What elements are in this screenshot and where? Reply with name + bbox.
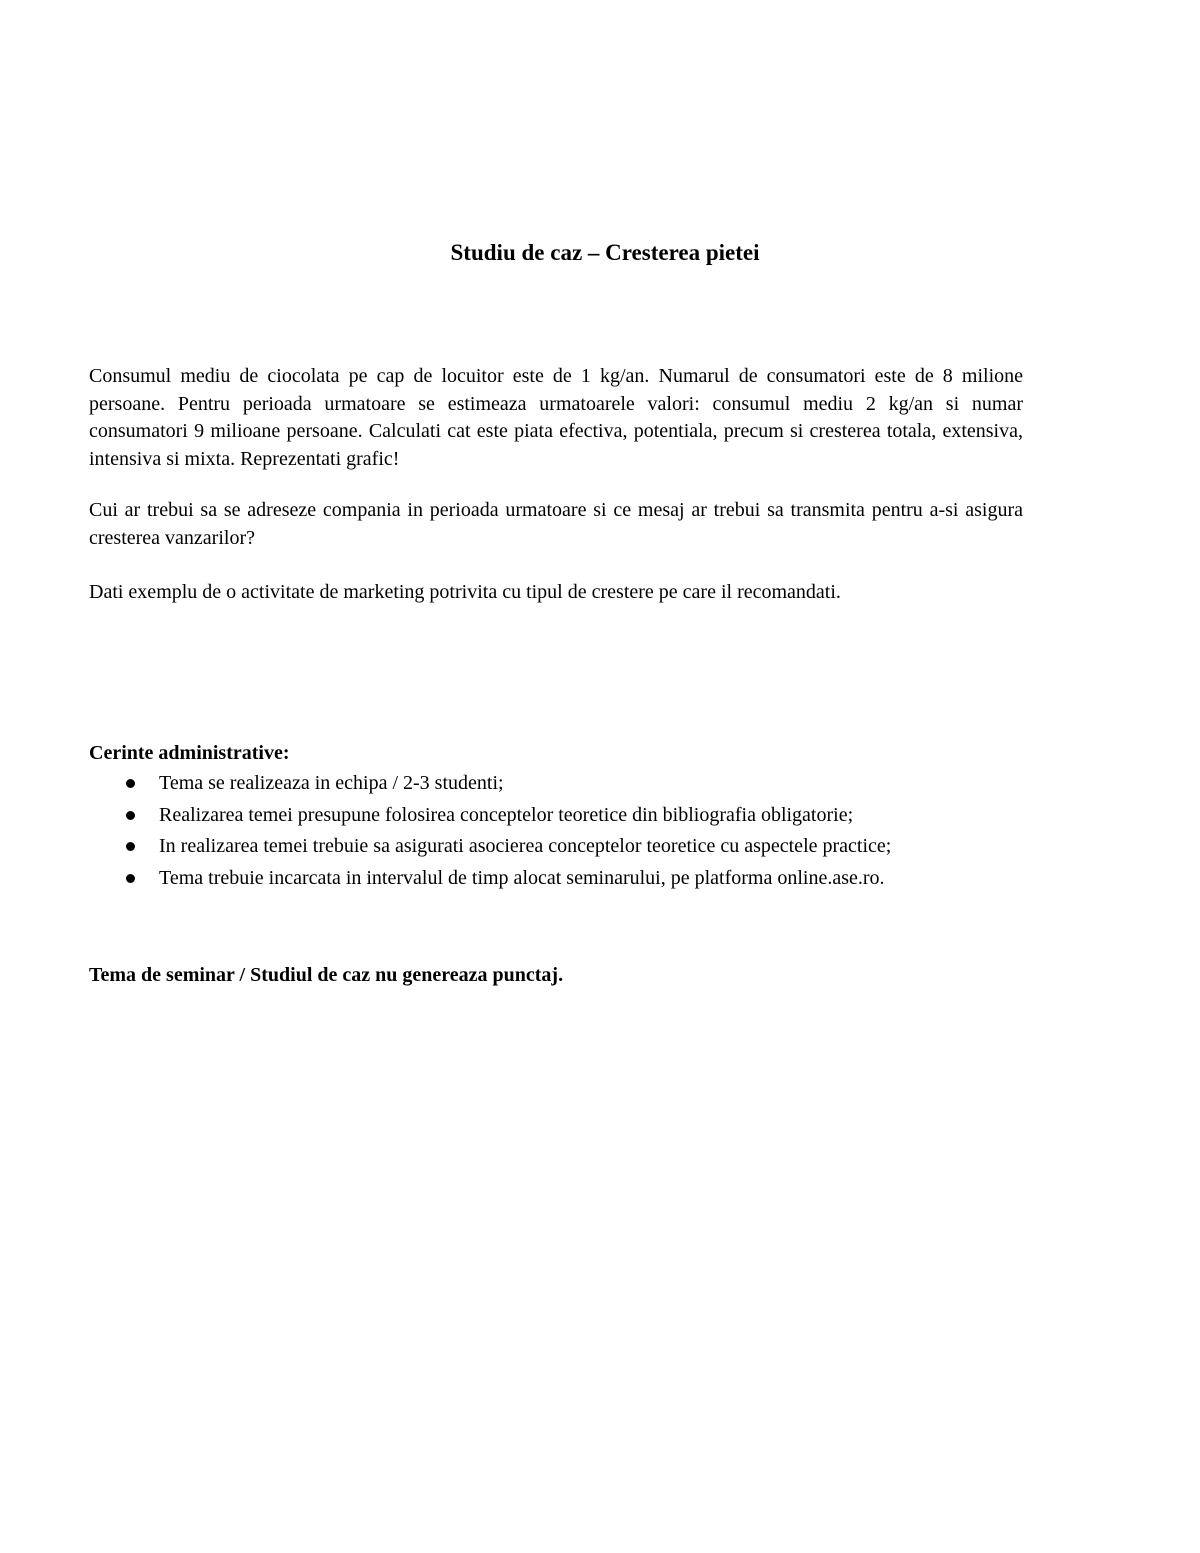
- list-item: [89, 831, 1089, 863]
- bullet-icon: [126, 779, 135, 788]
- bullet-icon: [126, 842, 135, 851]
- list-item-text: In realizarea temei trebuie sa asigurati asocierea conceptelor teoretice cu aspectele practice;: [159, 835, 892, 857]
- list-item: [89, 863, 1089, 895]
- requirements-heading: Cerinte administrative:: [89, 742, 290, 764]
- bullet-icon: [126, 811, 135, 820]
- target-question-paragraph: Cui ar trebui sa se adreseze compania in perioada urmatoare si ce mesaj ar trebui sa transmita pentru a-si asigura cresterea vanzarilor?: [89, 499, 1023, 549]
- marketing-example-paragraph: Dati exemplu de o activitate de marketing potrivita cu tipul de crestere pe care il recomandati.: [89, 581, 841, 603]
- list-item: [89, 800, 1089, 832]
- list-item-text: Tema se realizeaza in echipa / 2-3 studenti;: [159, 772, 504, 794]
- case-description-paragraph: Consumul mediu de ciocolata pe cap de locuitor este de 1 kg/an. Numarul de consumatori este de 8 milione persoane. Pentru perioada urmatoare se estimeaza urmatoarele valori: consumul mediu 2 kg/an si numar consumatori 9 milioane persoane. Calculati cat este piata efectiva, potentiala, precum si cresterea totala, extensiva, intensiva si mixta. Reprezentati grafic!: [89, 365, 1023, 470]
- list-item-text: Tema trebuie incarcata in intervalul de timp alocat seminarului, pe platforma online.ase.ro.: [159, 866, 885, 889]
- page-title: Studiu de caz – Cresterea pietei: [450, 240, 760, 265]
- bullet-icon: [126, 874, 135, 883]
- list-item: [89, 768, 1089, 800]
- requirements-list: [89, 768, 1089, 894]
- list-item-text: Realizarea temei presupune folosirea conceptelor teoretice din bibliografia obligatorie;: [159, 803, 854, 826]
- grading-note: Tema de seminar / Studiul de caz nu genereaza punctaj.: [89, 964, 564, 986]
